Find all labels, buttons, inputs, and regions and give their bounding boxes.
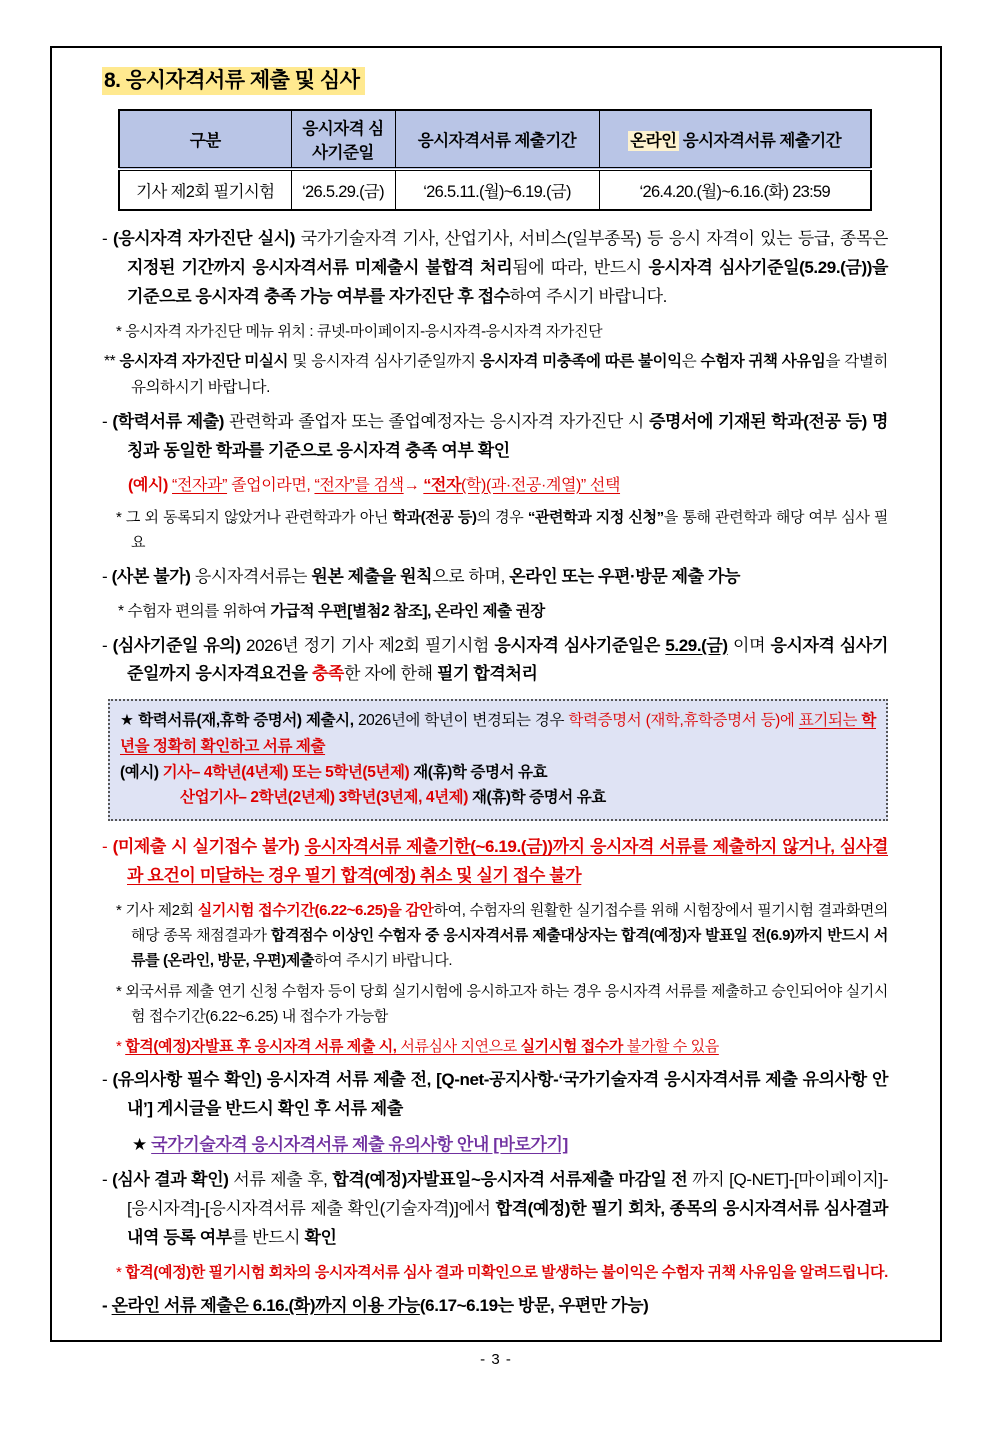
paragraph-check-notice: - (유의사항 필수 확인) 응시자격 서류 제출 전, [Q-net-공지사항-‘국가기술자격 응시자격서류 제출 유의사항 안내’] 게시글을 반드시 확인 후 서류 제출 [102,1070,888,1118]
header-submission-period: 응시자격서류 제출기간 [395,110,599,169]
example-department-search: (예시) “전자과” 졸업이라면, “전자”를 검색→ “전자(학)(과·전공·계열)” 선택 [128,476,621,494]
note-late-submission-warning: * 합격(예정)자발표 후 응시자격 서류 제출 시, 서류심사 지연으로 실기시험 접수가 불가할 수 있음 [116,1037,719,1055]
paragraph-education-documents: - (학력서류 제출) 관련학과 졸업자 또는 졸업예정자는 응시자격 자가진단 시 증명서에 기재된 학과(전공 등) 명칭과 동일한 학과를 기준으로 응시자격 충족 여부 확인 [102,411,888,460]
submission-schedule-table [118,109,872,211]
note-self-diagnosis-warning: ** 응시자격 자가진단 미실시 및 응시자격 심사기준일까지 응시자격 미충족에 따른 불이익은 수험자 귀책 사유임을 각별히 유의하시기 바랍니다. [104,352,888,396]
note-mail-recommended: * 수험자 편의를 위하여 가급적 우편[별첨2 참조], 온라인 제출 권장 [118,602,545,620]
box-line-example-industrial: 산업기사– 2학년(2년제) 3학년(3년제, 4년제) 재(휴)학 증명서 유효 [180,789,606,807]
cell-submission-period: ‘26.5.11.(월)~6.19.(금) [395,169,599,210]
table-header-row [119,110,871,169]
header-category: 구분 [119,110,291,169]
section-title-text: 8. 응시자격서류 제출 및 심사 [102,67,365,95]
paragraph-no-copies: - (사본 불가) 응시자격서류는 원본 제출을 원칙으로 하며, 온라인 또는 우편·방문 제출 가능 [102,566,741,586]
cell-online-submission-period: ‘26.4.20.(월)~6.16.(화) 23:59 [599,169,871,210]
paragraph-self-diagnosis: - (응시자격 자가진단 실시) 국가기술자격 기사, 산업기사, 서비스(일부종목) 등 응시 자격이 있는 등급, 종목은 지정된 기간까지 응시자격서류 미제출시 불합격 처리됨에 따라, 반드시 응시자격 심사기준일(5.29.(금))을 기준으로 응시자격 충족 가능 여부를 자가진단 후 접수하여 주시기 바랍니다. [102,229,889,306]
box-line-example-gisa: (예시) 기사– 4학년(4년제) 또는 5학년(5년제) 재(휴)학 증명서 유효 [120,763,548,781]
header-online-submission-period: 온라인 응시자격서류 제출기간 [599,110,871,169]
paragraph-online-deadline: - 온라인 서류 제출은 6.16.(화)까지 이용 가능(6.17~6.19는 방문, 우편만 가능) [102,1295,649,1315]
document-page [50,46,942,1342]
link-notice-guide[interactable]: ★ 국가기술자격 응시자격서류 제출 유의사항 안내 [바로가기] [132,1134,568,1154]
paragraph-check-review-result: - (심사 결과 확인) 서류 제출 후, 합격(예정)자발표일~응시자격 서류제출 마감일 전 까지 [Q-NET]-[마이페이지]-[응시자격]-[응시자격서류 제출 확인(기술자격)]에서 합격(예정)한 필기 회차, 종목의 응시자격서류 심사결과 내역 등록 여부를 반드시 확인 [102,1170,888,1247]
paragraph-review-base-date: - (심사기준일 유의) 2026년 정기 기사 제2회 필기시험 응시자격 심사기준일은 5.29.(금) 이며 응시자격 심사기준일까지 응시자격요건을 충족한 자에 한해 필기 합격처리 [102,635,888,684]
cell-review-base-date: ‘26.5.29.(금) [291,169,395,210]
note-result-check-warning: * 합격(예정)한 필기시험 회차의 응시자격서류 심사 결과 미확인으로 발생하는 불이익은 수험자 귀책 사유임을 알려드립니다. [116,1263,888,1281]
note-related-department: * 그 외 동록되지 않았거나 관련학과가 아닌 학과(전공 등)의 경우 “관련학과 지정 신청”을 통해 관련학과 해당 여부 심사 필요 [116,509,888,552]
note-foreign-documents: * 외국서류 제출 연기 신청 수험자 등이 당회 실기시험에 응시하고자 하는 경우 응시자격 서류를 제출하고 승인되어야 실기시험 접수기간(6.22~6.25) 내 접수가 가능함 [116,982,888,1025]
box-line-academic-docs: ★ 학력서류(재,휴학 증명서) 제출시, 2026년에 학년이 변경되는 경우 학력증명서 (재학,휴학증명서 등)에 표기되는 학년을 정확히 확인하고 서류 제출 [120,712,876,756]
table-row [119,169,871,210]
section-title [102,64,888,94]
note-practical-registration: * 기사 제2회 실기시험 접수기간(6.22~6.25)을 감안하여, 수험자의 원활한 실기접수를 위해 시험장에서 필기시험 결과화면의 해당 종목 채점결과가 합격점수 이상인 수험자 중 응시자격서류 제출대상자는 합격(예정)자 발표일 전(6.9)까지 반드시 서류를 (온라인, 방문, 우편)제출하여 주시기 바랍니다. [116,901,889,970]
header-review-base-date: 응시자격 심사기준일 [291,110,395,169]
highlight-note-box [108,699,888,821]
page-number: - 3 - [480,1350,512,1368]
note-self-diagnosis-menu: * 응시자격 자가진단 메뉴 위치 : 큐넷-마이페이지-응시자격-응시자격 자가진단 [116,322,603,340]
cell-category: 기사 제2회 필기시험 [119,169,291,210]
paragraph-no-submission-penalty: - (미제출 시 실기접수 불가) 응시자격서류 제출기한(~6.19.(금))까지 응시자격 서류를 제출하지 않거나, 심사결과 요건이 미달하는 경우 필기 합격(예정) 취소 및 실기 접수 불가 [102,837,888,886]
